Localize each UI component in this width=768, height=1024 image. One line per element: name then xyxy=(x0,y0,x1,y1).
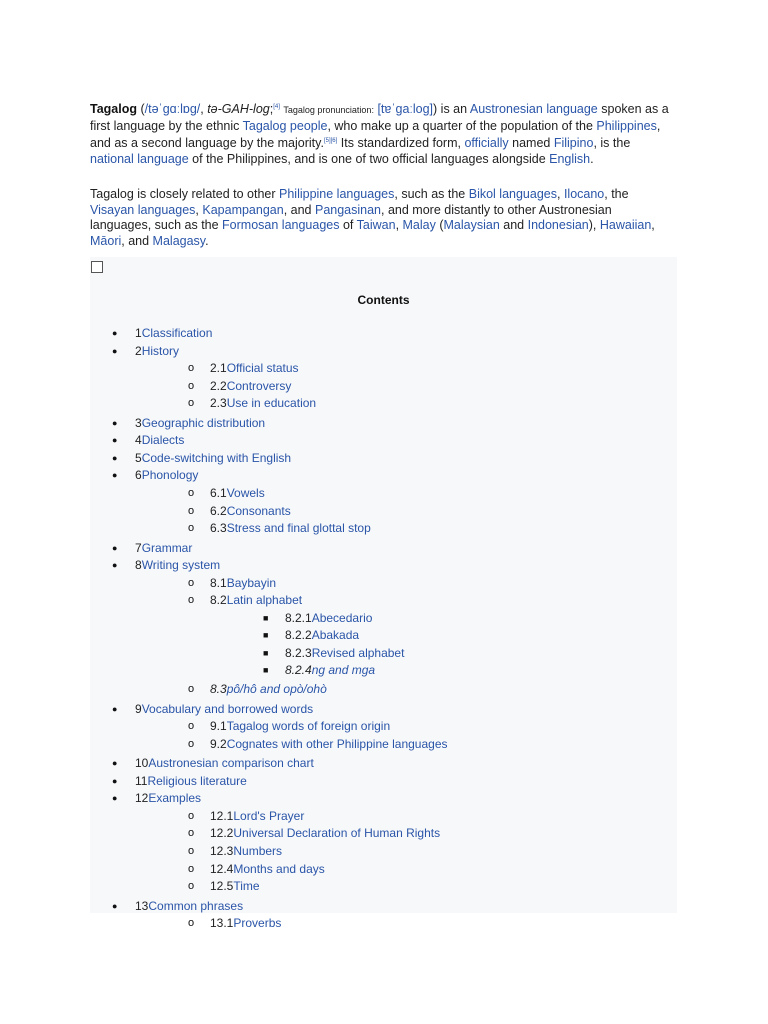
toc-item-number: 9.2 xyxy=(210,736,227,751)
toc-item-link[interactable]: Examples xyxy=(148,791,202,806)
toc-item[interactable] xyxy=(285,628,359,643)
toc-item[interactable] xyxy=(210,521,371,536)
toc-item-link[interactable]: History xyxy=(141,343,180,358)
toc-bullet: o xyxy=(188,504,195,517)
toc-bullet: o xyxy=(188,397,195,410)
toc-item-link[interactable]: Abecedario xyxy=(311,610,373,625)
link-maori[interactable]: Māori xyxy=(90,233,122,248)
toc-bullet: ● xyxy=(112,900,118,911)
link-philippine-languages[interactable]: Philippine languages xyxy=(279,187,395,201)
intro-paragraph: Tagalog (/təˈɡɑːlɒɡ/, tə-GAH-log;[4] Tagalog pronunciation: [tɐˈɡaːloɡ]) is an Austronesian language spoken as a first language by the ethnic Tagalog people, who make up a quarter of the population of the Philippines, and as a second language by the majority.[5][6] Its standardized form, officially named Filipino, is the national language of the Philippines, and is one of two official languages alongside English. xyxy=(90,102,669,166)
toc-item[interactable] xyxy=(135,791,201,806)
toc-bullet: o xyxy=(188,827,195,840)
toc-item[interactable] xyxy=(285,611,372,626)
toc-bullet: o xyxy=(188,844,195,857)
toc-item[interactable] xyxy=(210,862,325,877)
toc-item-link[interactable]: Numbers xyxy=(233,843,283,858)
toc-item-link[interactable]: Geographic distribution xyxy=(141,415,266,430)
toc-item-number: 12.2 xyxy=(210,826,234,841)
toc-bullet: o xyxy=(188,379,195,392)
link-bikol[interactable]: Bikol languages xyxy=(468,187,557,201)
toc-item-number: 12.5 xyxy=(210,879,234,894)
toc-item[interactable] xyxy=(210,504,291,519)
toc-item-link[interactable]: Proverbs xyxy=(233,916,282,931)
link-filipino[interactable]: Filipino xyxy=(553,136,594,151)
toc-item-number: 2.1 xyxy=(210,361,227,376)
toc-item-number: 11 xyxy=(135,773,148,788)
link-ilocano[interactable]: Ilocano xyxy=(563,187,605,201)
toc-item[interactable] xyxy=(135,558,220,573)
toc-item[interactable] xyxy=(135,774,247,789)
toc-bullet: ● xyxy=(112,758,118,769)
toc-item-number: 2.2 xyxy=(210,378,227,393)
link-english[interactable]: English xyxy=(549,151,591,166)
toc-item-number: 12.4 xyxy=(210,861,234,876)
toc-item[interactable] xyxy=(210,486,265,501)
toc-bullet: ● xyxy=(112,328,118,338)
toc-item-link[interactable]: Writing system xyxy=(141,558,221,573)
toc-item[interactable] xyxy=(135,702,313,717)
toc-item[interactable] xyxy=(210,879,260,894)
toc-bullet: o xyxy=(188,576,195,589)
toc-item[interactable] xyxy=(285,663,375,678)
toc-bullet: ■ xyxy=(263,630,269,641)
toc-bullet: o xyxy=(188,880,195,893)
toc-item[interactable] xyxy=(135,899,243,914)
pronunciation-label: Tagalog pronunciation: xyxy=(283,105,374,116)
toc-item-number: 7 xyxy=(135,540,142,555)
link-tagalog-people[interactable]: Tagalog people xyxy=(242,118,328,133)
toc-bullet: ● xyxy=(112,775,118,786)
link-malay[interactable]: Malay xyxy=(402,218,436,232)
toc-item-number: 5 xyxy=(135,450,142,465)
toc-bullet: o xyxy=(188,917,195,930)
toc-item-link[interactable]: Use in education xyxy=(226,396,317,411)
toc-item-link[interactable]: Religious literature xyxy=(147,773,247,788)
toc-item-number: 4 xyxy=(135,433,142,448)
toc-item-number: 8.2.4 xyxy=(285,663,312,678)
note-ref-4[interactable]: [4] xyxy=(273,104,280,110)
toc-item[interactable] xyxy=(210,576,276,591)
link-national-language[interactable]: national language xyxy=(90,151,189,166)
toc-item-number: 6.1 xyxy=(210,485,227,500)
toc-bullet: o xyxy=(188,594,195,607)
link-indonesian[interactable]: Indonesian xyxy=(527,218,589,232)
respelling: tə-GAH-log xyxy=(207,102,270,117)
toc-item[interactable] xyxy=(210,737,448,752)
toc-item-number: 6 xyxy=(135,468,142,483)
toc-bullet: o xyxy=(188,683,195,695)
toc-item-number: 8.2.2 xyxy=(285,628,312,643)
toc-item-number: 13 xyxy=(135,898,149,913)
toc-item-number: 3 xyxy=(135,415,142,430)
toc-item-link[interactable]: Cognates with other Philippine languages xyxy=(226,736,448,751)
toc-item-link[interactable]: pô/hô and opò/ohò xyxy=(226,682,327,696)
toc-item-number: 10 xyxy=(135,756,149,771)
toc-item-link[interactable]: Phonology xyxy=(141,468,199,483)
toc-bullet: ● xyxy=(112,560,118,571)
toc-item-link[interactable]: Stress and final glottal stop xyxy=(226,521,371,536)
toc-item-number: 6.3 xyxy=(210,521,227,536)
toc-title: Contents xyxy=(357,293,410,307)
toc-item[interactable] xyxy=(210,593,302,608)
toc-item-number: 6.2 xyxy=(210,503,227,518)
toc-item-link[interactable]: Revised alphabet xyxy=(311,645,405,660)
toc-toggle-checkbox[interactable] xyxy=(91,261,103,273)
toc-item[interactable] xyxy=(210,361,299,376)
toc-item-number: 9 xyxy=(135,701,142,716)
note-refs-5-6[interactable]: [5][6] xyxy=(323,138,338,145)
toc-item[interactable] xyxy=(135,416,265,431)
toc-item-link[interactable]: Consonants xyxy=(226,503,291,518)
toc-item-link[interactable]: Lord's Prayer xyxy=(233,808,305,823)
link-malaysian[interactable]: Malaysian xyxy=(443,218,500,232)
toc-item-number: 8.2.3 xyxy=(285,645,312,660)
toc-bullet: ● xyxy=(112,470,118,481)
toc-item[interactable] xyxy=(210,826,440,841)
toc-item[interactable] xyxy=(135,326,212,341)
toc-item[interactable] xyxy=(285,646,404,661)
toc-item-link[interactable]: Austronesian comparison chart xyxy=(148,756,314,771)
toc-bullet: ■ xyxy=(263,665,269,676)
toc-bullet: o xyxy=(188,486,195,499)
toc-item-number: 13.1 xyxy=(210,916,234,931)
toc-bullet: ● xyxy=(112,703,118,714)
toc-item-link[interactable]: Controversy xyxy=(226,378,292,393)
toc-bullet: ■ xyxy=(263,647,269,658)
link-officially[interactable]: officially xyxy=(464,136,509,151)
toc-item-number: 8.2.1 xyxy=(285,610,312,625)
toc-item[interactable] xyxy=(210,844,282,859)
toc-bullet: o xyxy=(188,362,195,375)
toc-item-link[interactable]: ng and mga xyxy=(311,663,376,678)
link-philippines[interactable]: Philippines xyxy=(596,118,657,133)
link-malagasy[interactable]: Malagasy xyxy=(152,233,206,248)
toc-item-number: 8.3 xyxy=(210,682,227,696)
toc-item-link[interactable]: Vocabulary and borrowed words xyxy=(141,701,314,716)
toc-item-number: 2 xyxy=(135,343,142,358)
toc-bullet: ● xyxy=(112,542,118,553)
toc-item-link[interactable]: Abakada xyxy=(311,628,360,643)
toc-item-link[interactable]: Latin alphabet xyxy=(226,593,303,608)
link-formosan[interactable]: Formosan languages xyxy=(222,218,340,232)
link-language[interactable]: language xyxy=(546,102,598,117)
ipa-link-2[interactable]: [tɐˈɡaːloɡ] xyxy=(377,102,434,117)
toc-item[interactable] xyxy=(135,468,198,483)
link-kapampangan[interactable]: Kapampangan xyxy=(202,202,284,217)
toc-item-number: 12 xyxy=(135,791,149,806)
toc-item-number: 9.1 xyxy=(210,719,227,734)
toc-bullet: o xyxy=(188,522,195,535)
toc-item[interactable] xyxy=(210,916,281,931)
toc-item-link[interactable]: Months and days xyxy=(233,861,325,876)
toc-item-link[interactable]: Official status xyxy=(226,361,299,376)
toc-item-link[interactable]: Tagalog words of foreign origin xyxy=(226,719,391,734)
toc-item-number: 8 xyxy=(135,558,142,573)
toc-item-link[interactable]: Time xyxy=(233,879,260,894)
toc-bullet: o xyxy=(188,862,195,875)
toc-item[interactable] xyxy=(210,809,304,824)
link-austronesian[interactable]: Austronesian xyxy=(469,102,543,117)
toc-item[interactable] xyxy=(210,379,291,394)
toc-bullet: ● xyxy=(112,452,118,463)
toc-item-number: 8.2 xyxy=(210,593,227,608)
toc-item-link[interactable]: Dialects xyxy=(141,433,185,448)
toc-bullet: ■ xyxy=(263,612,269,623)
toc-item[interactable] xyxy=(135,344,179,359)
intro-term: Tagalog xyxy=(90,102,137,117)
toc-item[interactable] xyxy=(210,682,327,697)
toc-item-link[interactable]: Common phrases xyxy=(148,898,244,913)
toc-item[interactable] xyxy=(210,719,390,734)
toc-item[interactable] xyxy=(210,396,316,411)
toc-item-link[interactable]: Universal Declaration of Human Rights xyxy=(233,826,441,841)
toc-item-link[interactable]: Baybayin xyxy=(226,575,277,590)
toc-item-number: 1 xyxy=(135,326,142,340)
toc-header-bar xyxy=(113,257,677,277)
toc-item-number: 12.3 xyxy=(210,843,234,858)
toc-item-link[interactable]: Grammar xyxy=(141,540,193,555)
toc-bullet: ● xyxy=(112,345,118,356)
toc-item-number: 8.1 xyxy=(210,575,227,590)
toc-item[interactable] xyxy=(135,433,184,448)
link-pangasinan[interactable]: Pangasinan xyxy=(314,202,382,217)
toc-bullet: ● xyxy=(112,435,118,446)
toc-item[interactable] xyxy=(135,756,314,771)
link-taiwan[interactable]: Taiwan xyxy=(356,218,396,232)
toc-bullet: o xyxy=(188,720,195,733)
toc-bullet: ● xyxy=(112,793,118,804)
link-visayan[interactable]: Visayan languages xyxy=(90,202,196,217)
related-paragraph: Tagalog is closely related to other Philippine languages, such as the Bikol languages, Ilocano, the Visayan languages, Kapampangan, and Pangasinan, and more distantly to other Austronesian languages, such as the Formosan languages of Taiwan, Malay (Malaysian and Indonesian), Hawaiian, Māori, and Malagasy. xyxy=(90,187,655,248)
toc-item-number: 2.3 xyxy=(210,396,227,411)
toc-item-link[interactable]: Classification xyxy=(141,326,213,340)
toc-item-link[interactable]: Vowels xyxy=(226,485,265,500)
toc-bullet: o xyxy=(188,737,195,750)
toc-item-number: 12.1 xyxy=(210,808,234,823)
toc-bullet: o xyxy=(188,809,195,822)
toc-item-link[interactable]: Code-switching with English xyxy=(141,450,292,465)
toc-item[interactable] xyxy=(135,451,291,466)
ipa-link-1[interactable]: /təˈɡɑːlɒɡ/ xyxy=(144,102,201,117)
toc-bullet: ● xyxy=(112,417,118,428)
toc-item[interactable] xyxy=(135,541,192,556)
link-hawaiian[interactable]: Hawaiian xyxy=(599,218,652,232)
